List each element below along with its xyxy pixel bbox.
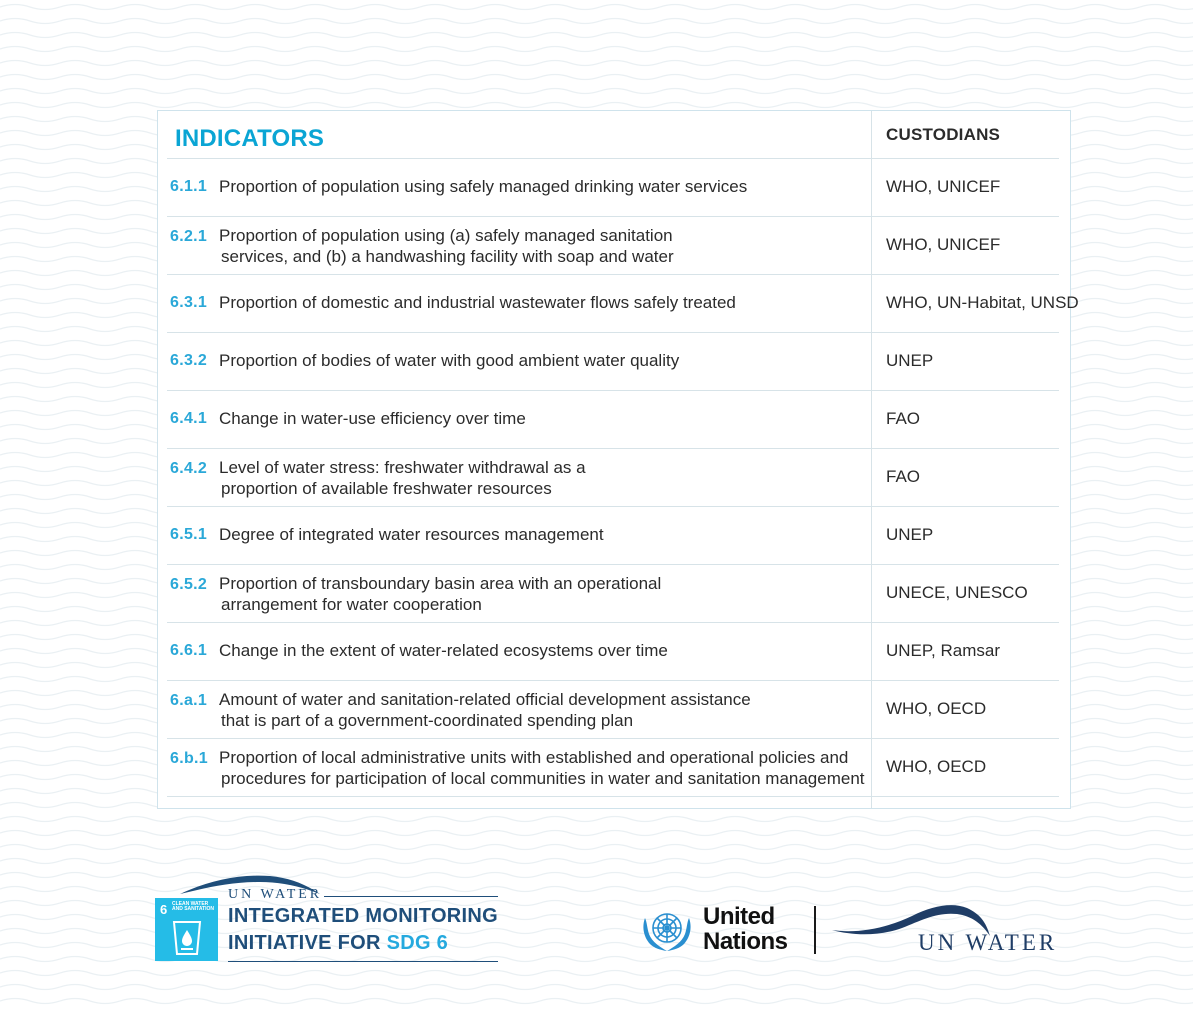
indicator-code: 6.3.1 [170, 294, 208, 311]
description-line2: procedures for participation of local communities in water and sanitation management [221, 769, 865, 788]
indicator-description [219, 225, 674, 267]
row-divider [872, 506, 1059, 507]
table-row [158, 622, 1070, 680]
logo-divider [814, 906, 816, 954]
indicator-code: 6.5.1 [170, 526, 208, 543]
description-line1: Proportion of transboundary basin area with an operational [219, 574, 662, 593]
table-row [158, 274, 1079, 332]
imi-title-line1: INTEGRATED MONITORING [228, 905, 499, 927]
table-row [158, 564, 1070, 622]
custodian-cell: FAO [886, 467, 921, 486]
row-divider [167, 448, 871, 449]
indicator-description [219, 292, 736, 313]
description-line1: Change in the extent of water-related ecosystems over time [219, 641, 668, 660]
indicator-description [219, 176, 747, 197]
description-line2: arrangement for water cooperation [221, 595, 482, 614]
table-row [158, 332, 1070, 390]
row-divider [167, 738, 871, 739]
custodian-cell: WHO, OECD [886, 699, 987, 718]
indicator-code: 6.3.2 [170, 352, 208, 369]
table-row [158, 158, 1070, 216]
indicator-description [219, 747, 865, 789]
row-divider [167, 796, 871, 797]
custodian-cell: UNECE, UNESCO [886, 583, 1028, 602]
table-row [158, 738, 1070, 796]
description-line1: Proportion of population using (a) safely managed sanitation [219, 226, 673, 245]
row-divider [167, 158, 871, 159]
table-row [158, 506, 1070, 564]
row-divider [167, 564, 871, 565]
description-line2: proportion of available freshwater resources [221, 479, 552, 498]
sdg-tile-number: 6 [160, 902, 168, 917]
description-line2: that is part of a government-coordinated spending plan [221, 711, 634, 730]
row-divider [167, 622, 871, 623]
row-divider [167, 680, 871, 681]
indicator-description [219, 524, 604, 545]
custodian-cell: WHO, UN-Habitat, UNSD [886, 293, 1079, 312]
row-divider [872, 738, 1059, 739]
description-line1: Amount of water and sanitation-related official development assistance [219, 690, 751, 709]
row-divider [167, 506, 871, 507]
table-row [158, 448, 1070, 506]
row-divider [167, 216, 871, 217]
indicator-description [219, 640, 668, 661]
row-divider [167, 390, 871, 391]
indicator-description [219, 350, 679, 371]
water-glass-icon [172, 920, 202, 956]
indicator-code: 6.2.1 [170, 228, 208, 245]
indicator-description [219, 573, 661, 615]
indicator-code: 6.5.2 [170, 576, 208, 593]
custodian-cell: UNEP [886, 525, 934, 544]
row-divider [872, 332, 1059, 333]
indicators-table [157, 110, 1079, 809]
indicator-code: 6.a.1 [170, 692, 208, 709]
row-divider [872, 158, 1059, 159]
imi-title-line2 [228, 932, 448, 955]
description-line1: Change in water-use efficiency over time [219, 409, 526, 428]
row-divider [872, 622, 1059, 623]
un-wordmark [703, 904, 788, 954]
unwater-wordmark: UN WATER [918, 930, 1058, 955]
table-row [158, 216, 1070, 274]
description-line1: Degree of integrated water resources management [219, 525, 604, 544]
indicator-code: 6.4.2 [170, 460, 208, 477]
table-row [158, 680, 1070, 738]
un-emblem-icon [640, 906, 694, 954]
sdg-tile-label: CLEAN WATER AND SANITATION [172, 901, 215, 912]
indicator-description [219, 457, 586, 499]
imi-title-prefix: INITIATIVE FOR [228, 932, 387, 954]
description-line1: Proportion of local administrative units with established and operational policies and [219, 748, 849, 767]
indicator-code: 6.4.1 [170, 410, 208, 427]
indicator-description [219, 689, 751, 731]
indicator-code: 6.b.1 [170, 750, 208, 767]
imi-bottom-rule [228, 961, 498, 962]
description-line1: Proportion of domestic and industrial wastewater flows safely treated [219, 293, 736, 312]
row-divider [872, 390, 1059, 391]
row-divider [167, 274, 871, 275]
description-line2: services, and (b) a handwashing facility with soap and water [221, 247, 674, 266]
description-line1: Level of water stress: freshwater withdrawal as a [219, 458, 586, 477]
imi-top-rule [324, 896, 498, 897]
custodian-cell: WHO, UNICEF [886, 177, 1001, 196]
un-wordmark-line2: Nations [703, 928, 788, 955]
row-divider [872, 216, 1059, 217]
imi-title-highlight: SDG 6 [386, 932, 449, 954]
indicator-code: 6.6.1 [170, 642, 208, 659]
un-wordmark-line1: United [703, 903, 775, 930]
row-divider [872, 274, 1059, 275]
table-header [158, 111, 1070, 159]
row-divider [872, 564, 1059, 565]
custodian-cell: WHO, OECD [886, 757, 987, 776]
indicators-header: INDICATORS [175, 125, 325, 152]
table-row [158, 390, 1070, 448]
custodian-cell: WHO, UNICEF [886, 235, 1001, 254]
row-divider [872, 448, 1059, 449]
custodian-cell: FAO [886, 409, 921, 428]
imi-unwater-label: UN WATER [228, 887, 323, 902]
description-line1: Proportion of bodies of water with good ambient water quality [219, 351, 680, 370]
row-divider [167, 332, 871, 333]
custodian-cell: UNEP, Ramsar [886, 641, 1000, 660]
sdg6-tile [155, 898, 218, 961]
description-line1: Proportion of population using safely managed drinking water services [219, 177, 748, 196]
custodian-cell: UNEP [886, 351, 934, 370]
indicator-code: 6.1.1 [170, 178, 208, 195]
custodians-header: CUSTODIANS [886, 125, 1001, 144]
row-divider [872, 680, 1059, 681]
indicator-description [219, 408, 526, 429]
row-divider [872, 796, 1059, 797]
